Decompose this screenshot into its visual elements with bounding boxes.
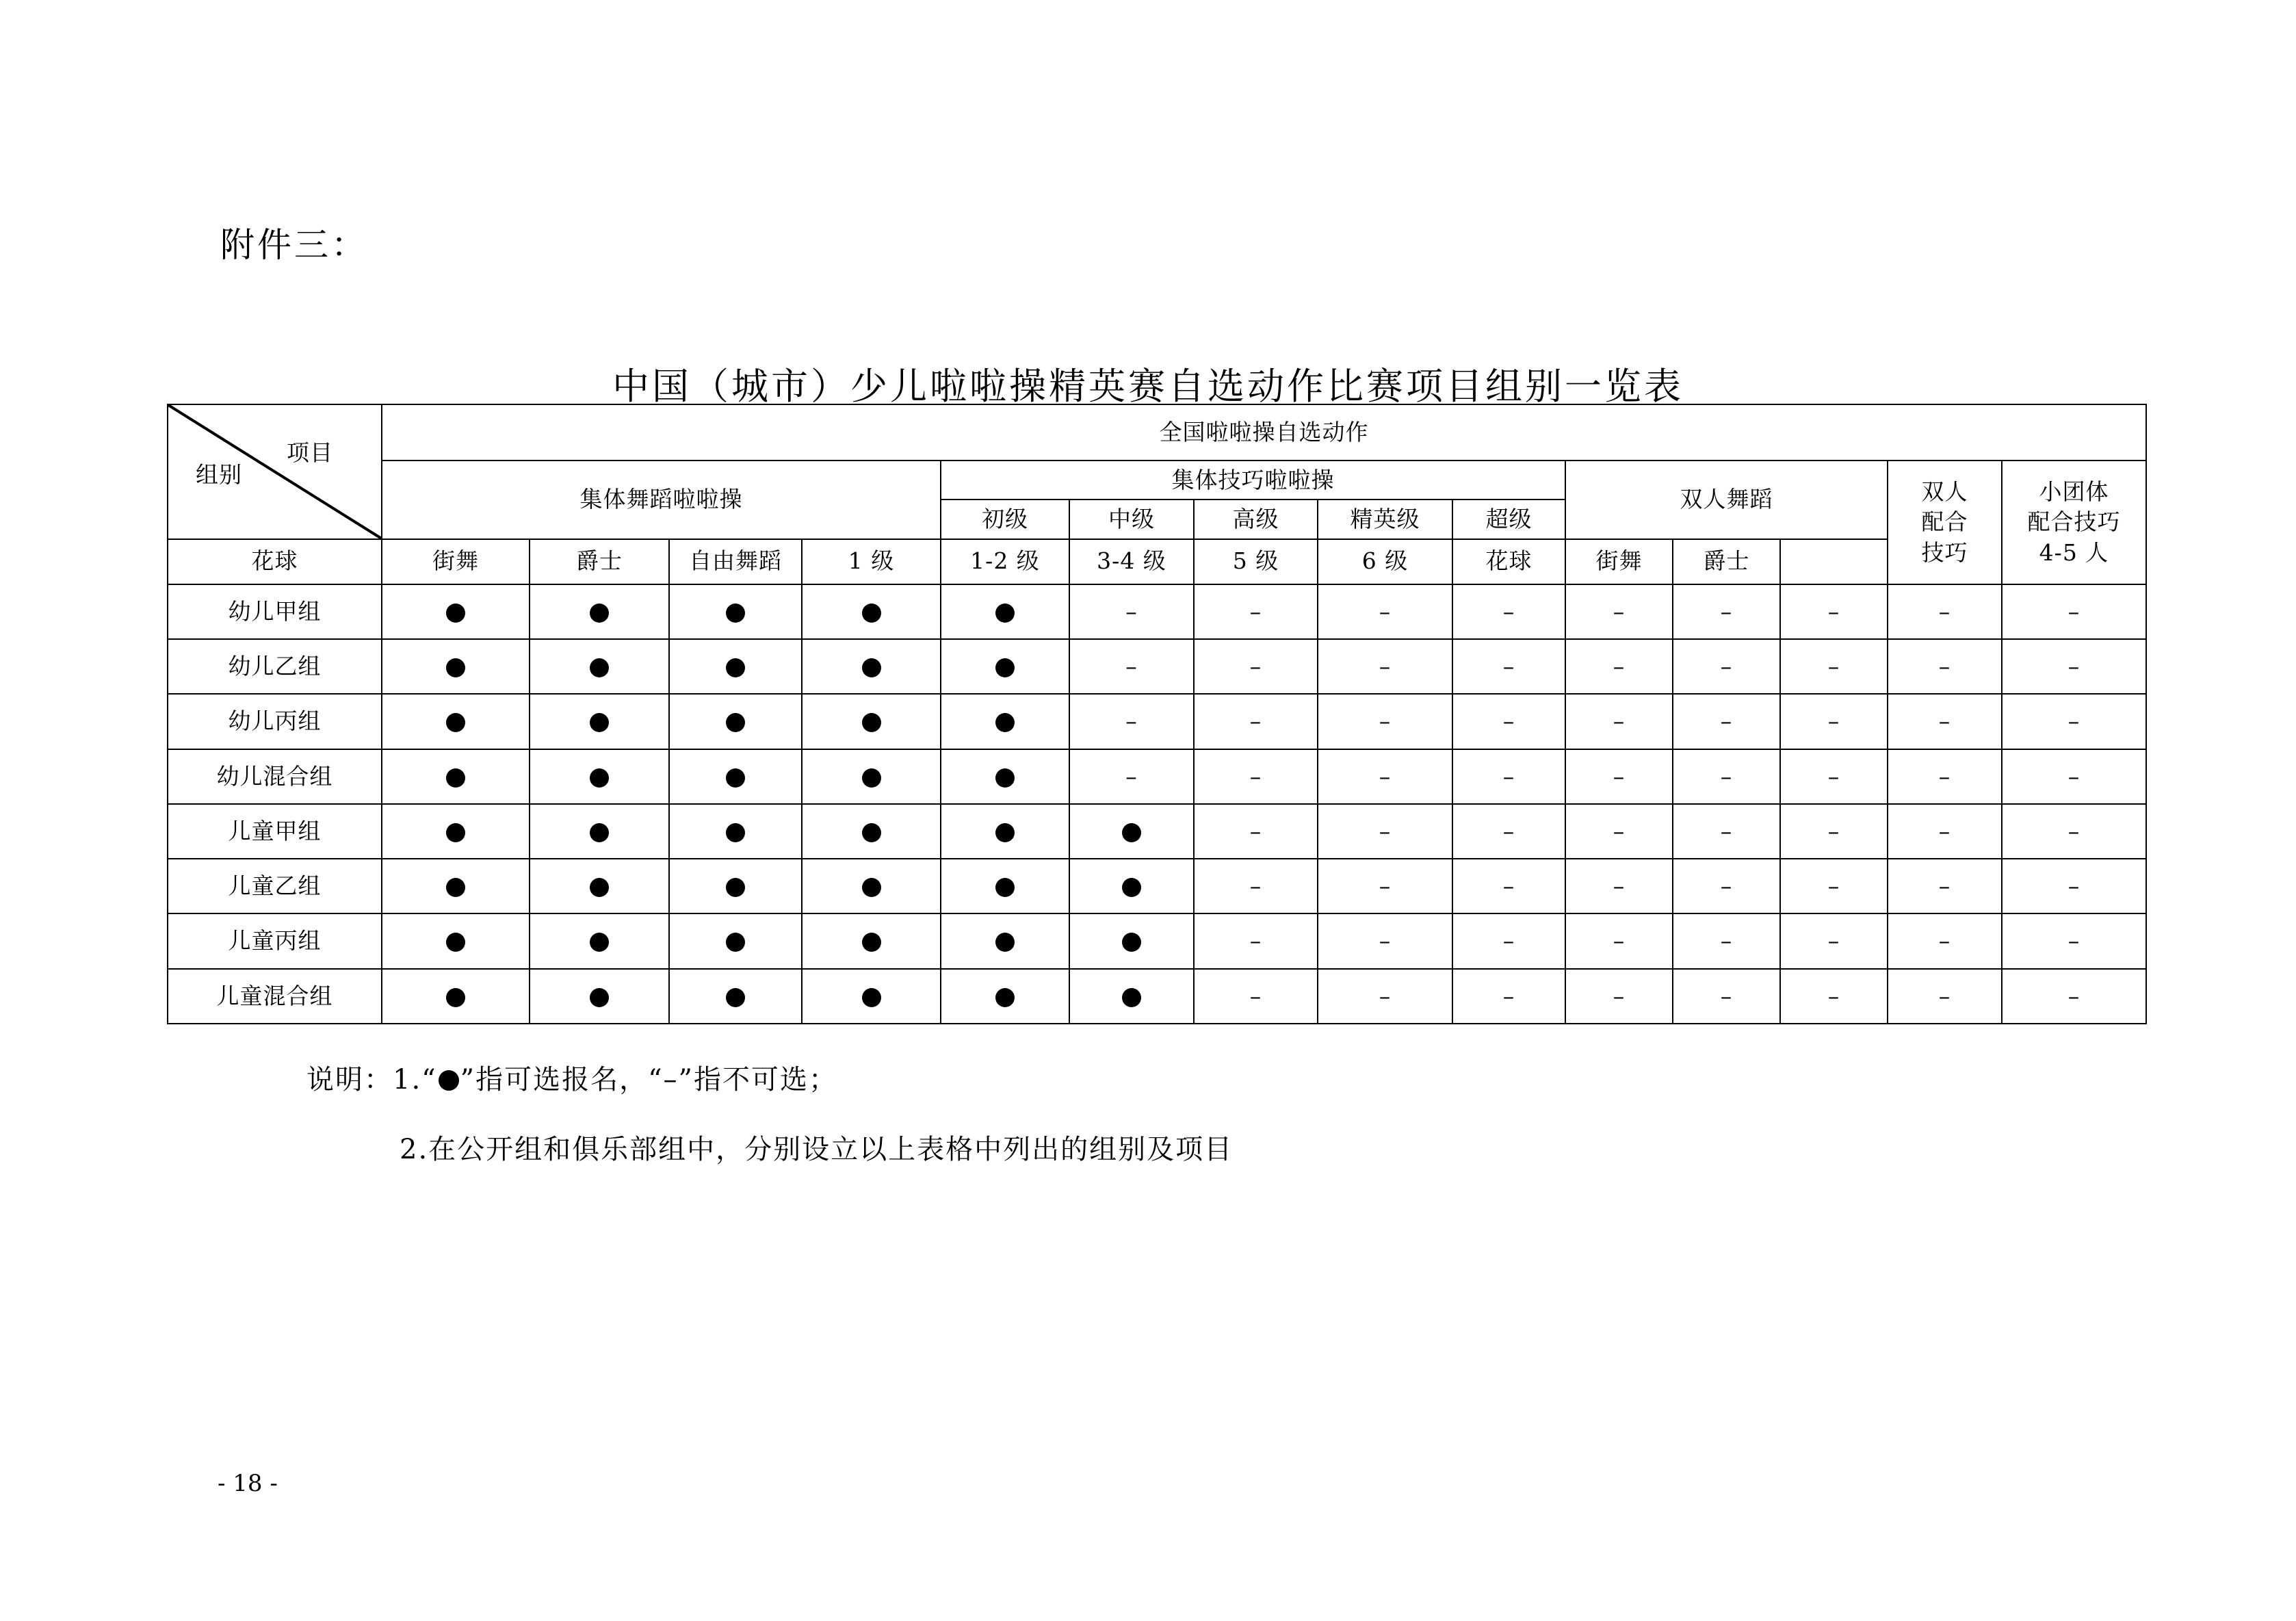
table-cell bbox=[530, 749, 669, 804]
group-name: 幼儿甲组 bbox=[168, 584, 382, 639]
table-cell bbox=[669, 639, 802, 694]
table-cell bbox=[1780, 639, 1888, 694]
table-cell bbox=[941, 639, 1069, 694]
cell-value: – bbox=[1613, 762, 1626, 790]
table-cell bbox=[1069, 804, 1194, 859]
filled-dot-icon bbox=[446, 713, 465, 732]
table-cell bbox=[669, 913, 802, 968]
table-cell bbox=[1565, 749, 1673, 804]
table-cell bbox=[2002, 749, 2146, 804]
table-cell bbox=[1194, 859, 1318, 913]
cell-value: – bbox=[1613, 708, 1626, 735]
table-cell bbox=[1780, 804, 1888, 859]
header-dance-item: 爵士 bbox=[530, 539, 669, 584]
cell-value: – bbox=[1249, 927, 1262, 955]
table-cell bbox=[1780, 584, 1888, 639]
table-cell bbox=[1673, 804, 1780, 859]
group-name: 幼儿混合组 bbox=[168, 749, 382, 804]
table-cell bbox=[1318, 804, 1452, 859]
header-small-group-skill: 小团体 配合技巧 4-5 人 bbox=[2002, 461, 2146, 584]
table-cell bbox=[2002, 804, 2146, 859]
table-cell bbox=[1780, 859, 1888, 913]
header-corner bbox=[168, 404, 382, 539]
filled-dot-icon bbox=[995, 878, 1015, 897]
table-cell bbox=[1565, 639, 1673, 694]
filled-dot-icon bbox=[862, 768, 881, 788]
table-cell bbox=[2002, 584, 2146, 639]
filled-dot-icon bbox=[995, 768, 1015, 788]
cell-value: – bbox=[1827, 597, 1840, 625]
filled-dot-icon bbox=[862, 823, 881, 842]
table-cell bbox=[1194, 969, 1318, 1024]
table-cell bbox=[1194, 694, 1318, 749]
table-cell bbox=[669, 749, 802, 804]
filled-dot-icon bbox=[995, 823, 1015, 842]
table-row bbox=[168, 913, 2146, 968]
table-cell bbox=[1318, 859, 1452, 913]
table-cell bbox=[1452, 749, 1565, 804]
cell-value: – bbox=[1938, 817, 1951, 844]
filled-dot-icon bbox=[862, 604, 881, 623]
table-cell bbox=[669, 969, 802, 1024]
cell-value: – bbox=[1249, 597, 1262, 625]
table-cell bbox=[802, 859, 941, 913]
cell-value: – bbox=[1502, 708, 1515, 735]
table-cell bbox=[530, 969, 669, 1024]
cell-value: – bbox=[1720, 927, 1733, 955]
table-cell bbox=[1452, 969, 1565, 1024]
header-skill-grade: 1 级 bbox=[802, 539, 941, 584]
filled-dot-icon bbox=[862, 713, 881, 732]
table-cell bbox=[1069, 694, 1194, 749]
filled-dot-icon bbox=[439, 1070, 459, 1091]
table-cell bbox=[1673, 913, 1780, 968]
cell-value: – bbox=[1613, 872, 1626, 900]
table-cell bbox=[1194, 804, 1318, 859]
header-skill-level: 中级 bbox=[1069, 500, 1194, 539]
table-cell bbox=[1452, 913, 1565, 968]
table-cell bbox=[669, 859, 802, 913]
group-name: 幼儿乙组 bbox=[168, 639, 382, 694]
header-group-dance: 集体舞蹈啦啦操 bbox=[382, 461, 941, 539]
cell-value: – bbox=[1502, 597, 1515, 625]
cell-value: – bbox=[1720, 817, 1733, 844]
table-cell bbox=[382, 694, 530, 749]
header-skill-level: 高级 bbox=[1194, 500, 1318, 539]
cell-value: – bbox=[1379, 652, 1392, 679]
cell-value: – bbox=[1125, 652, 1138, 679]
table-cell bbox=[669, 584, 802, 639]
table-cell bbox=[1673, 969, 1780, 1024]
group-name: 儿童乙组 bbox=[168, 859, 382, 913]
table-cell bbox=[1565, 859, 1673, 913]
table-cell bbox=[941, 859, 1069, 913]
filled-dot-icon bbox=[1122, 878, 1141, 897]
table-cell bbox=[2002, 639, 2146, 694]
table-cell bbox=[382, 913, 530, 968]
table-cell bbox=[802, 913, 941, 968]
header-all-events: 全国啦啦操自选动作 bbox=[382, 404, 2146, 461]
header-group-skill: 集体技巧啦啦操 bbox=[941, 461, 1565, 500]
cell-value: – bbox=[1938, 872, 1951, 900]
cell-value: – bbox=[1502, 982, 1515, 1009]
table-cell bbox=[2002, 859, 2146, 913]
cell-value: – bbox=[1720, 652, 1733, 679]
header-dance-item: 自由舞蹈 bbox=[669, 539, 802, 584]
table-row bbox=[168, 804, 2146, 859]
cell-value: – bbox=[1502, 652, 1515, 679]
table-cell bbox=[1565, 804, 1673, 859]
cell-value: – bbox=[1249, 817, 1262, 844]
cell-value: – bbox=[1938, 597, 1951, 625]
table-cell bbox=[1452, 584, 1565, 639]
table-cell bbox=[1888, 749, 2002, 804]
table-cell bbox=[1069, 913, 1194, 968]
header-pair-item: 街舞 bbox=[1565, 539, 1673, 584]
table-cell bbox=[382, 859, 530, 913]
table-cell bbox=[1888, 584, 2002, 639]
cell-value: – bbox=[1379, 762, 1392, 790]
table-cell bbox=[1673, 639, 1780, 694]
group-name: 儿童混合组 bbox=[168, 969, 382, 1024]
header-pair-item: 爵士 bbox=[1673, 539, 1780, 584]
header-skill-level: 初级 bbox=[941, 500, 1069, 539]
filled-dot-icon bbox=[995, 933, 1015, 952]
table-cell bbox=[802, 694, 941, 749]
header-dance-item: 花球 bbox=[168, 539, 382, 584]
table-row bbox=[168, 639, 2146, 694]
table-cell bbox=[1780, 694, 1888, 749]
filled-dot-icon bbox=[995, 713, 1015, 732]
table-cell bbox=[1194, 584, 1318, 639]
table-cell bbox=[1780, 969, 1888, 1024]
cell-value: – bbox=[1502, 927, 1515, 955]
table-cell bbox=[802, 639, 941, 694]
filled-dot-icon bbox=[726, 823, 745, 842]
table-cell bbox=[1069, 749, 1194, 804]
table-cell bbox=[1318, 639, 1452, 694]
filled-dot-icon bbox=[726, 933, 745, 952]
table-cell bbox=[1888, 859, 2002, 913]
table-cell bbox=[530, 639, 669, 694]
attachment-label: 附件三： bbox=[220, 225, 368, 265]
cell-value: – bbox=[1249, 872, 1262, 900]
table-cell bbox=[1318, 913, 1452, 968]
table-cell bbox=[1194, 639, 1318, 694]
cell-value: – bbox=[1720, 982, 1733, 1009]
table-cell bbox=[1318, 694, 1452, 749]
table-cell bbox=[802, 749, 941, 804]
cell-value: – bbox=[1379, 927, 1392, 955]
event-table bbox=[167, 404, 2147, 1024]
cell-value: – bbox=[1613, 597, 1626, 625]
filled-dot-icon bbox=[446, 768, 465, 788]
table-cell bbox=[1888, 913, 2002, 968]
filled-dot-icon bbox=[726, 658, 745, 677]
cell-value: – bbox=[2067, 927, 2080, 955]
filled-dot-icon bbox=[590, 658, 609, 677]
corner-label-item: 项目 bbox=[287, 439, 333, 466]
table-cell bbox=[1318, 584, 1452, 639]
filled-dot-icon bbox=[1122, 933, 1141, 952]
cell-value: – bbox=[2067, 762, 2080, 790]
table-cell bbox=[382, 749, 530, 804]
cell-value: – bbox=[1125, 597, 1138, 625]
header-skill-grade: 6 级 bbox=[1318, 539, 1452, 584]
table-cell bbox=[530, 859, 669, 913]
filled-dot-icon bbox=[446, 933, 465, 952]
header-skill-level: 精英级 bbox=[1318, 500, 1452, 539]
header-dance-item: 街舞 bbox=[382, 539, 530, 584]
cell-value: – bbox=[1379, 872, 1392, 900]
cell-value: – bbox=[1249, 762, 1262, 790]
table-cell bbox=[1565, 969, 1673, 1024]
cell-value: – bbox=[1827, 872, 1840, 900]
cell-value: – bbox=[1938, 762, 1951, 790]
filled-dot-icon bbox=[726, 713, 745, 732]
filled-dot-icon bbox=[446, 658, 465, 677]
table-cell bbox=[1780, 749, 1888, 804]
table-cell bbox=[2002, 694, 2146, 749]
table-cell bbox=[669, 694, 802, 749]
table-row bbox=[168, 694, 2146, 749]
cell-value: – bbox=[1249, 652, 1262, 679]
filled-dot-icon bbox=[726, 988, 745, 1007]
table-cell bbox=[941, 749, 1069, 804]
table-cell bbox=[1452, 804, 1565, 859]
group-name: 幼儿丙组 bbox=[168, 694, 382, 749]
filled-dot-icon bbox=[1122, 823, 1141, 842]
table-row bbox=[168, 859, 2146, 913]
cell-value: – bbox=[1613, 982, 1626, 1009]
cell-value: – bbox=[1720, 762, 1733, 790]
filled-dot-icon bbox=[726, 768, 745, 788]
table-cell bbox=[1452, 694, 1565, 749]
group-name: 儿童甲组 bbox=[168, 804, 382, 859]
filled-dot-icon bbox=[862, 658, 881, 677]
filled-dot-icon bbox=[726, 878, 745, 897]
table-cell bbox=[1069, 639, 1194, 694]
table-cell bbox=[2002, 969, 2146, 1024]
cell-value: – bbox=[1938, 708, 1951, 735]
table-cell bbox=[1194, 749, 1318, 804]
filled-dot-icon bbox=[446, 604, 465, 623]
table-cell bbox=[1318, 749, 1452, 804]
table-cell bbox=[1565, 584, 1673, 639]
header-skill-grade: 3-4 级 bbox=[1069, 539, 1194, 584]
cell-value: – bbox=[1379, 708, 1392, 735]
table-cell bbox=[1888, 639, 2002, 694]
cell-value: – bbox=[1379, 982, 1392, 1009]
cell-value: – bbox=[2067, 817, 2080, 844]
header-pair-item: 花球 bbox=[1452, 539, 1565, 584]
table-cell bbox=[2002, 913, 2146, 968]
table-cell bbox=[1565, 913, 1673, 968]
table-cell bbox=[1673, 859, 1780, 913]
header-skill-grade: 5 级 bbox=[1194, 539, 1318, 584]
cell-value: – bbox=[1720, 597, 1733, 625]
table-cell bbox=[941, 804, 1069, 859]
table-cell bbox=[1565, 694, 1673, 749]
table-cell bbox=[669, 804, 802, 859]
table-cell bbox=[941, 969, 1069, 1024]
table-cell bbox=[1069, 859, 1194, 913]
table-cell bbox=[1888, 694, 2002, 749]
filled-dot-icon bbox=[446, 823, 465, 842]
table-cell bbox=[1452, 859, 1565, 913]
table-cell bbox=[530, 804, 669, 859]
table-cell bbox=[382, 584, 530, 639]
cell-value: – bbox=[2067, 872, 2080, 900]
header-skill-grade: 1-2 级 bbox=[941, 539, 1069, 584]
table-cell bbox=[382, 804, 530, 859]
cell-value: – bbox=[2067, 982, 2080, 1009]
table-cell bbox=[1673, 584, 1780, 639]
cell-value: – bbox=[1125, 762, 1138, 790]
table-cell bbox=[530, 694, 669, 749]
filled-dot-icon bbox=[446, 878, 465, 897]
cell-value: – bbox=[1938, 652, 1951, 679]
table-cell bbox=[941, 584, 1069, 639]
table-cell bbox=[1673, 694, 1780, 749]
table-cell bbox=[530, 584, 669, 639]
table-cell bbox=[382, 969, 530, 1024]
filled-dot-icon bbox=[995, 604, 1015, 623]
corner-label-group: 组别 bbox=[196, 461, 242, 489]
cell-value: – bbox=[2067, 597, 2080, 625]
table-row bbox=[168, 969, 2146, 1024]
note-1-suffix: ”指可选报名，“–”指不可选； bbox=[460, 1064, 837, 1095]
filled-dot-icon bbox=[590, 713, 609, 732]
header-pair-dance: 双人舞蹈 bbox=[1565, 461, 1888, 539]
filled-dot-icon bbox=[446, 988, 465, 1007]
table-cell bbox=[802, 584, 941, 639]
filled-dot-icon bbox=[590, 878, 609, 897]
cell-value: – bbox=[1827, 817, 1840, 844]
filled-dot-icon bbox=[862, 988, 881, 1007]
cell-value: – bbox=[2067, 652, 2080, 679]
table-cell bbox=[530, 913, 669, 968]
filled-dot-icon bbox=[995, 988, 1015, 1007]
table-cell bbox=[941, 913, 1069, 968]
cell-value: – bbox=[1613, 927, 1626, 955]
filled-dot-icon bbox=[590, 933, 609, 952]
filled-dot-icon bbox=[862, 933, 881, 952]
cell-value: – bbox=[1502, 817, 1515, 844]
cell-value: – bbox=[1938, 927, 1951, 955]
cell-value: – bbox=[1827, 762, 1840, 790]
filled-dot-icon bbox=[590, 988, 609, 1007]
table-cell bbox=[941, 694, 1069, 749]
table-cell bbox=[1069, 584, 1194, 639]
table-cell bbox=[1194, 913, 1318, 968]
table-cell bbox=[1452, 639, 1565, 694]
header-skill-level: 超级 bbox=[1452, 500, 1565, 539]
cell-value: – bbox=[1379, 597, 1392, 625]
cell-value: – bbox=[1249, 982, 1262, 1009]
header-duo-skill: 双人 配合 技巧 bbox=[1888, 461, 2002, 584]
table-title: 中国（城市）少儿啦啦操精英赛自选动作比赛项目组别一览表 bbox=[612, 365, 1684, 408]
table-cell bbox=[1780, 913, 1888, 968]
table-cell bbox=[802, 804, 941, 859]
table-cell bbox=[1673, 749, 1780, 804]
cell-value: – bbox=[1827, 708, 1840, 735]
cell-value: – bbox=[1720, 872, 1733, 900]
table-row bbox=[168, 749, 2146, 804]
filled-dot-icon bbox=[995, 658, 1015, 677]
cell-value: – bbox=[1613, 817, 1626, 844]
table-cell bbox=[1318, 969, 1452, 1024]
table-cell bbox=[802, 969, 941, 1024]
filled-dot-icon bbox=[590, 604, 609, 623]
filled-dot-icon bbox=[726, 604, 745, 623]
filled-dot-icon bbox=[862, 878, 881, 897]
cell-value: – bbox=[1613, 652, 1626, 679]
cell-value: – bbox=[2067, 708, 2080, 735]
cell-value: – bbox=[1720, 708, 1733, 735]
table-cell bbox=[1888, 804, 2002, 859]
cell-value: – bbox=[1502, 872, 1515, 900]
cell-value: – bbox=[1827, 652, 1840, 679]
cell-value: – bbox=[1502, 762, 1515, 790]
note-2: 2.在公开组和俱乐部组中，分别设立以上表格中列出的组别及项目 bbox=[400, 1134, 1234, 1165]
table-cell bbox=[382, 639, 530, 694]
filled-dot-icon bbox=[590, 768, 609, 788]
note-1-prefix: 说明：1.“ bbox=[306, 1064, 437, 1095]
cell-value: – bbox=[1249, 708, 1262, 735]
cell-value: – bbox=[1125, 708, 1138, 735]
cell-value: – bbox=[1827, 982, 1840, 1009]
filled-dot-icon bbox=[1122, 988, 1141, 1007]
table-cell bbox=[1069, 969, 1194, 1024]
table-row bbox=[168, 584, 2146, 639]
note-1 bbox=[306, 1058, 837, 1097]
page-number: - 18 - bbox=[218, 1470, 278, 1497]
cell-value: – bbox=[1379, 817, 1392, 844]
group-name: 儿童丙组 bbox=[168, 913, 382, 968]
cell-value: – bbox=[1827, 927, 1840, 955]
table-cell bbox=[1888, 969, 2002, 1024]
filled-dot-icon bbox=[590, 823, 609, 842]
cell-value: – bbox=[1938, 982, 1951, 1009]
